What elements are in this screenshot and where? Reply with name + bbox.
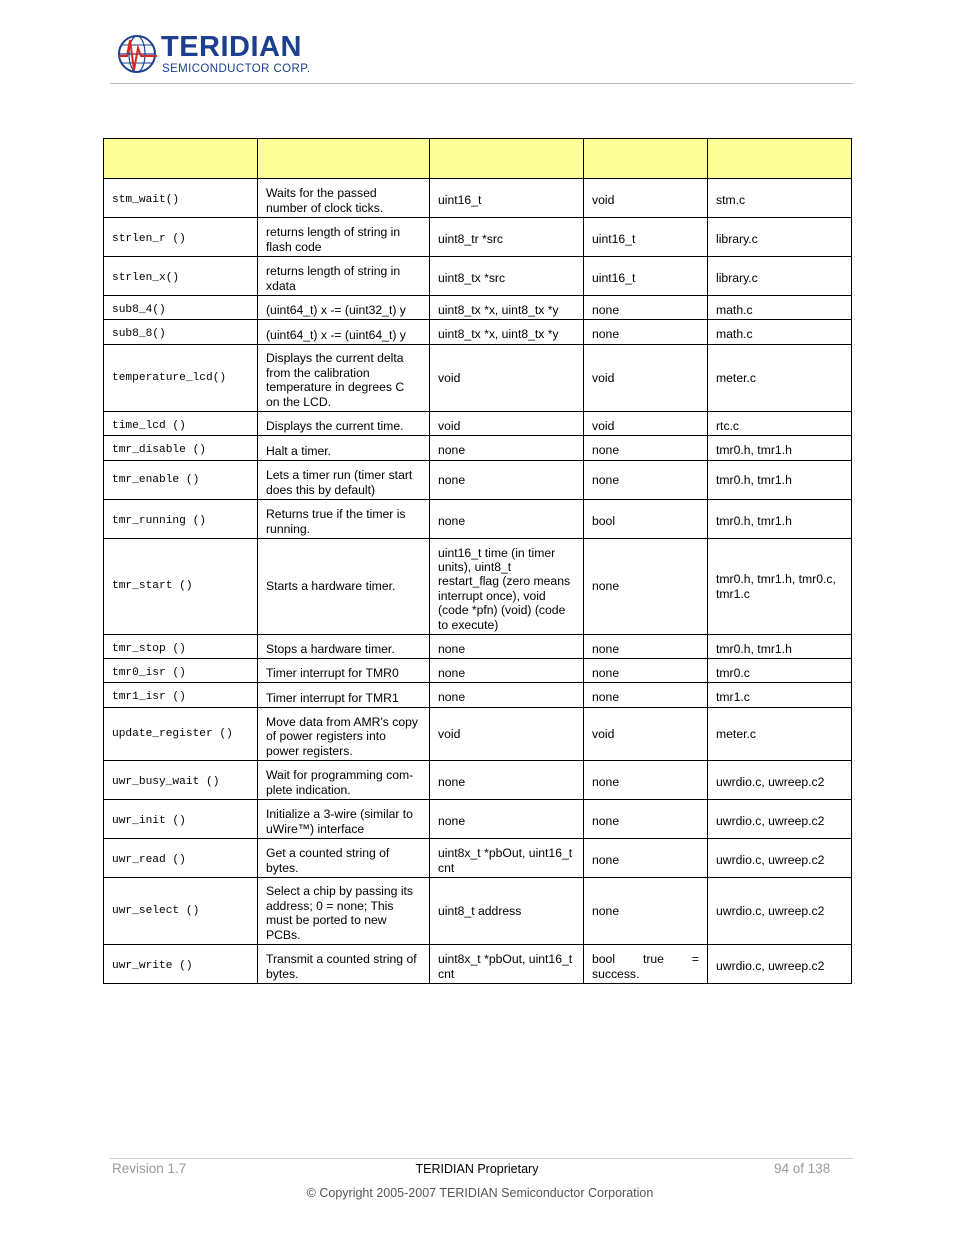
arguments-cell: uint8x_t *pbOut, uint16_t cnt <box>430 945 584 984</box>
table-row <box>104 218 852 257</box>
description-cell: Displays the current time. <box>258 412 430 436</box>
function-name-cell: update_register () <box>104 708 258 761</box>
table-row <box>104 683 852 708</box>
description-cell: (uint64_t) x -= (uint64_t) y <box>258 320 430 345</box>
table-row <box>104 345 852 412</box>
arguments-cell: none <box>430 461 584 500</box>
table-row <box>104 878 852 945</box>
function-name-cell: sub8_8() <box>104 320 258 345</box>
arguments-cell: uint8_tx *src <box>430 257 584 296</box>
header-divider <box>110 83 853 84</box>
arguments-cell: uint8_tr *src <box>430 218 584 257</box>
description-cell: Returns true if the timer is running. <box>258 500 430 539</box>
function-name-cell: tmr_enable () <box>104 461 258 500</box>
table-row <box>104 945 852 984</box>
return-word: = <box>691 952 699 967</box>
function-name-cell: uwr_select () <box>104 878 258 945</box>
table-row <box>104 436 852 461</box>
description-cell: Halt a timer. <box>258 436 430 461</box>
description-cell: Select a chip by passing its address; 0 = none; This must be ported to new PCBs. <box>258 878 430 945</box>
function-name-cell: strlen_x() <box>104 257 258 296</box>
description-cell: Starts a hardware timer. <box>258 539 430 635</box>
file-cell: library.c <box>708 218 852 257</box>
file-cell: tmr0.h, tmr1.h <box>708 461 852 500</box>
function-name-cell: tmr_stop () <box>104 635 258 659</box>
arguments-cell: uint16_t <box>430 179 584 218</box>
function-name-cell: temperature_lcd() <box>104 345 258 412</box>
return-cell: none <box>584 320 708 345</box>
function-name-cell: strlen_r () <box>104 218 258 257</box>
file-cell: tmr0.h, tmr1.h <box>708 436 852 461</box>
table-row <box>104 659 852 683</box>
return-cell: void <box>584 179 708 218</box>
company-logo <box>117 32 319 78</box>
file-cell: math.c <box>708 296 852 320</box>
function-name-cell: tmr_start () <box>104 539 258 635</box>
table-row <box>104 708 852 761</box>
table-row <box>104 461 852 500</box>
arguments-cell: none <box>430 500 584 539</box>
return-tail: success. <box>592 966 640 981</box>
logo-subtitle: SEMICONDUCTOR CORP. <box>162 63 311 75</box>
return-cell: none <box>584 539 708 635</box>
return-cell: void <box>584 412 708 436</box>
table-row <box>104 257 852 296</box>
function-name-cell: tmr1_isr () <box>104 683 258 708</box>
arguments-cell: none <box>430 635 584 659</box>
file-cell: math.c <box>708 320 852 345</box>
return-word: true <box>642 952 664 967</box>
copyright-notice: © Copyright 2005-2007 TERIDIAN Semiconductor Corporation <box>306 1186 654 1200</box>
return-justified-line <box>592 952 699 966</box>
return-cell: bool <box>584 500 708 539</box>
table-row <box>104 296 852 320</box>
function-name-cell: uwr_init () <box>104 800 258 839</box>
arguments-cell: uint8_t address <box>430 878 584 945</box>
description-cell: Transmit a counted string of bytes. <box>258 945 430 984</box>
file-cell: tmr1.c <box>708 683 852 708</box>
description-cell: Move data from AMR's copy of power registers into power registers. <box>258 708 430 761</box>
table-row <box>104 179 852 218</box>
header-cell <box>708 139 852 179</box>
header-cell <box>104 139 258 179</box>
file-cell: meter.c <box>708 708 852 761</box>
arguments-cell: void <box>430 412 584 436</box>
header-cell <box>584 139 708 179</box>
description-cell: Get a counted string of bytes. <box>258 839 430 878</box>
file-cell: rtc.c <box>708 412 852 436</box>
return-word: bool <box>592 952 616 967</box>
return-cell: none <box>584 839 708 878</box>
file-cell: stm.c <box>708 179 852 218</box>
function-name-cell: uwr_write () <box>104 945 258 984</box>
description-cell: returns length of string in flash code <box>258 218 430 257</box>
file-cell: tmr0.c <box>708 659 852 683</box>
description-cell: Lets a timer run (timer start does this by default) <box>258 461 430 500</box>
file-cell: uwrdio.c, uwreep.c2 <box>708 878 852 945</box>
function-name-cell: tmr_running () <box>104 500 258 539</box>
table-row <box>104 320 852 345</box>
file-cell: library.c <box>708 257 852 296</box>
arguments-cell: uint16_t time (in timer units), uint8_t restart_flag (zero means interrupt once), void (code *pfn) (void) (code to execute) <box>430 539 584 635</box>
function-name-cell: time_lcd () <box>104 412 258 436</box>
revision-label: Revision 1.7 <box>112 1161 187 1176</box>
header-cell <box>258 139 430 179</box>
file-cell: uwrdio.c, uwreep.c2 <box>708 945 852 984</box>
return-cell: none <box>584 659 708 683</box>
table-row <box>104 635 852 659</box>
proprietary-label: TERIDIAN Proprietary <box>415 1162 539 1176</box>
arguments-cell: uint8_tx *x, uint8_tx *y <box>430 320 584 345</box>
return-cell: none <box>584 800 708 839</box>
description-cell: Stops a hardware timer. <box>258 635 430 659</box>
table-row <box>104 539 852 635</box>
header-cell <box>430 139 584 179</box>
file-cell: meter.c <box>708 345 852 412</box>
arguments-cell: none <box>430 800 584 839</box>
footer-divider <box>110 1158 853 1159</box>
return-cell <box>584 945 708 984</box>
function-name-cell: tmr0_isr () <box>104 659 258 683</box>
description-cell: Timer interrupt for TMR0 <box>258 659 430 683</box>
table-row <box>104 761 852 800</box>
table-row <box>104 839 852 878</box>
description-cell: Wait for programming com-plete indication. <box>258 761 430 800</box>
table-row <box>104 800 852 839</box>
return-cell: uint16_t <box>584 257 708 296</box>
arguments-cell: none <box>430 436 584 461</box>
arguments-cell: uint8_tx *x, uint8_tx *y <box>430 296 584 320</box>
function-name-cell: stm_wait() <box>104 179 258 218</box>
description-cell: Initialize a 3-wire (similar to uWire™) interface <box>258 800 430 839</box>
file-cell: uwrdio.c, uwreep.c2 <box>708 839 852 878</box>
arguments-cell: none <box>430 659 584 683</box>
return-cell: none <box>584 635 708 659</box>
function-name-cell: sub8_4() <box>104 296 258 320</box>
file-cell: tmr0.h, tmr1.h <box>708 500 852 539</box>
page-number: 94 of 138 <box>774 1161 831 1176</box>
arguments-cell: uint8x_t *pbOut, uint16_t cnt <box>430 839 584 878</box>
arguments-cell: void <box>430 345 584 412</box>
function-name-cell: uwr_read () <box>104 839 258 878</box>
table-row <box>104 412 852 436</box>
file-cell: uwrdio.c, uwreep.c2 <box>708 761 852 800</box>
teridian-globe-icon <box>117 34 159 76</box>
return-cell: none <box>584 461 708 500</box>
description-cell: returns length of string in xdata <box>258 257 430 296</box>
description-cell: Waits for the passed number of clock ticks. <box>258 179 430 218</box>
return-cell: uint16_t <box>584 218 708 257</box>
arguments-cell: none <box>430 761 584 800</box>
description-cell: Timer interrupt for TMR1 <box>258 683 430 708</box>
description-cell: (uint64_t) x -= (uint32_t) y <box>258 296 430 320</box>
table-row <box>104 500 852 539</box>
return-cell: void <box>584 345 708 412</box>
table-header-row <box>104 139 852 179</box>
function-table <box>103 138 852 984</box>
function-name-cell: uwr_busy_wait () <box>104 761 258 800</box>
file-cell: tmr0.h, tmr1.h, tmr0.c, tmr1.c <box>708 539 852 635</box>
return-cell: none <box>584 761 708 800</box>
description-cell: Displays the current delta from the calibration temperature in degrees C on the LCD. <box>258 345 430 412</box>
return-cell: none <box>584 436 708 461</box>
return-cell: none <box>584 683 708 708</box>
file-cell: tmr0.h, tmr1.h <box>708 635 852 659</box>
return-cell: none <box>584 296 708 320</box>
function-name-cell: tmr_disable () <box>104 436 258 461</box>
logo-name: TERIDIAN <box>161 31 302 63</box>
arguments-cell: void <box>430 708 584 761</box>
arguments-cell: none <box>430 683 584 708</box>
return-cell: void <box>584 708 708 761</box>
file-cell: uwrdio.c, uwreep.c2 <box>708 800 852 839</box>
return-cell: none <box>584 878 708 945</box>
